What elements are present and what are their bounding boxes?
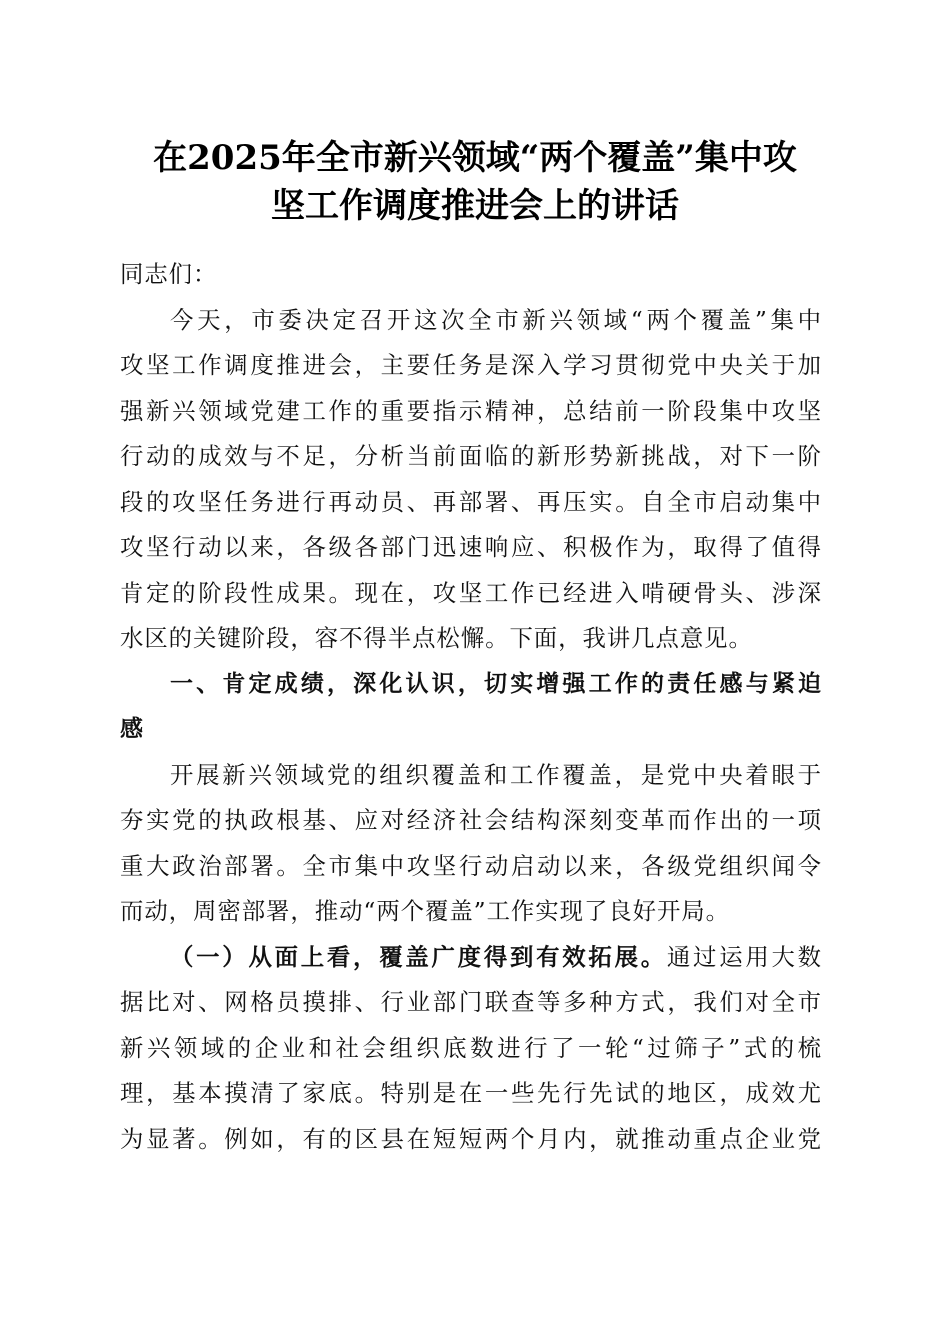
paragraph-line: 而动，周密部署，推动“两个覆盖”工作实现了良好开局。 [120, 897, 730, 925]
paragraph-fragment: 通过运用大数 [666, 942, 822, 971]
subsection-heading: （一）从面上看，覆盖广度得到有效拓展。 [170, 942, 667, 971]
paragraph-line: 攻坚行动以来，各级各部门迅速响应、积极作为，取得了值得 [120, 533, 822, 561]
paragraph-line: 夯实党的执政根基、应对经济社会结构深刻变革而作出的一项 [120, 806, 822, 834]
paragraph-line: 为显著。例如，有的区县在短短两个月内，就推动重点企业党 [120, 1124, 822, 1153]
section-heading: 感 [120, 716, 144, 742]
paragraph-line: 新兴领域的企业和社会组织底数进行了一轮“过筛子”式的梳 [120, 1033, 822, 1062]
paragraph-line: 强新兴领域党建工作的重要指示精神，总结前一阶段集中攻坚 [120, 396, 822, 425]
subsection-line [120, 935, 822, 981]
title-line-1: 在2025年全市新兴领域“两个覆盖”集中攻 [153, 138, 797, 178]
section-heading: 一、肯定成绩，深化认识，切实增强工作的责任感与紧迫 [170, 670, 822, 697]
salutation: 同志们： [120, 260, 218, 288]
paragraph-line: 重大政治部署。全市集中攻坚行动启动以来，各级党组织闻令 [120, 851, 822, 880]
paragraph-line: 理，基本摸清了家底。特别是在一些先行先试的地区，成效尤 [120, 1079, 822, 1107]
paragraph-line: 今天，市委决定召开这次全市新兴领域“两个覆盖”集中 [170, 305, 822, 334]
paragraph-line: 据比对、网格员摸排、行业部门联查等多种方式，我们对全市 [120, 988, 822, 1016]
paragraph-line: 水区的关键阶段，容不得半点松懈。下面，我讲几点意见。 [120, 624, 753, 652]
title-line-2: 坚工作调度推进会上的讲话 [271, 186, 679, 226]
paragraph-line: 开展新兴领域党的组织覆盖和工作覆盖，是党中央着眼于 [170, 760, 822, 789]
paragraph-line: 段的攻坚任务进行再动员、再部署、再压实。自全市启动集中 [120, 487, 822, 516]
paragraph-line: 肯定的阶段性成果。现在，攻坚工作已经进入啃硬骨头、涉深 [120, 578, 822, 607]
paragraph-line: 攻坚工作调度推进会，主要任务是深入学习贯彻党中央关于加 [120, 351, 822, 379]
page-title [100, 134, 850, 230]
speech-body [120, 252, 822, 1162]
paragraph-line: 行动的成效与不足，分析当前面临的新形势新挑战，对下一阶 [120, 442, 822, 470]
